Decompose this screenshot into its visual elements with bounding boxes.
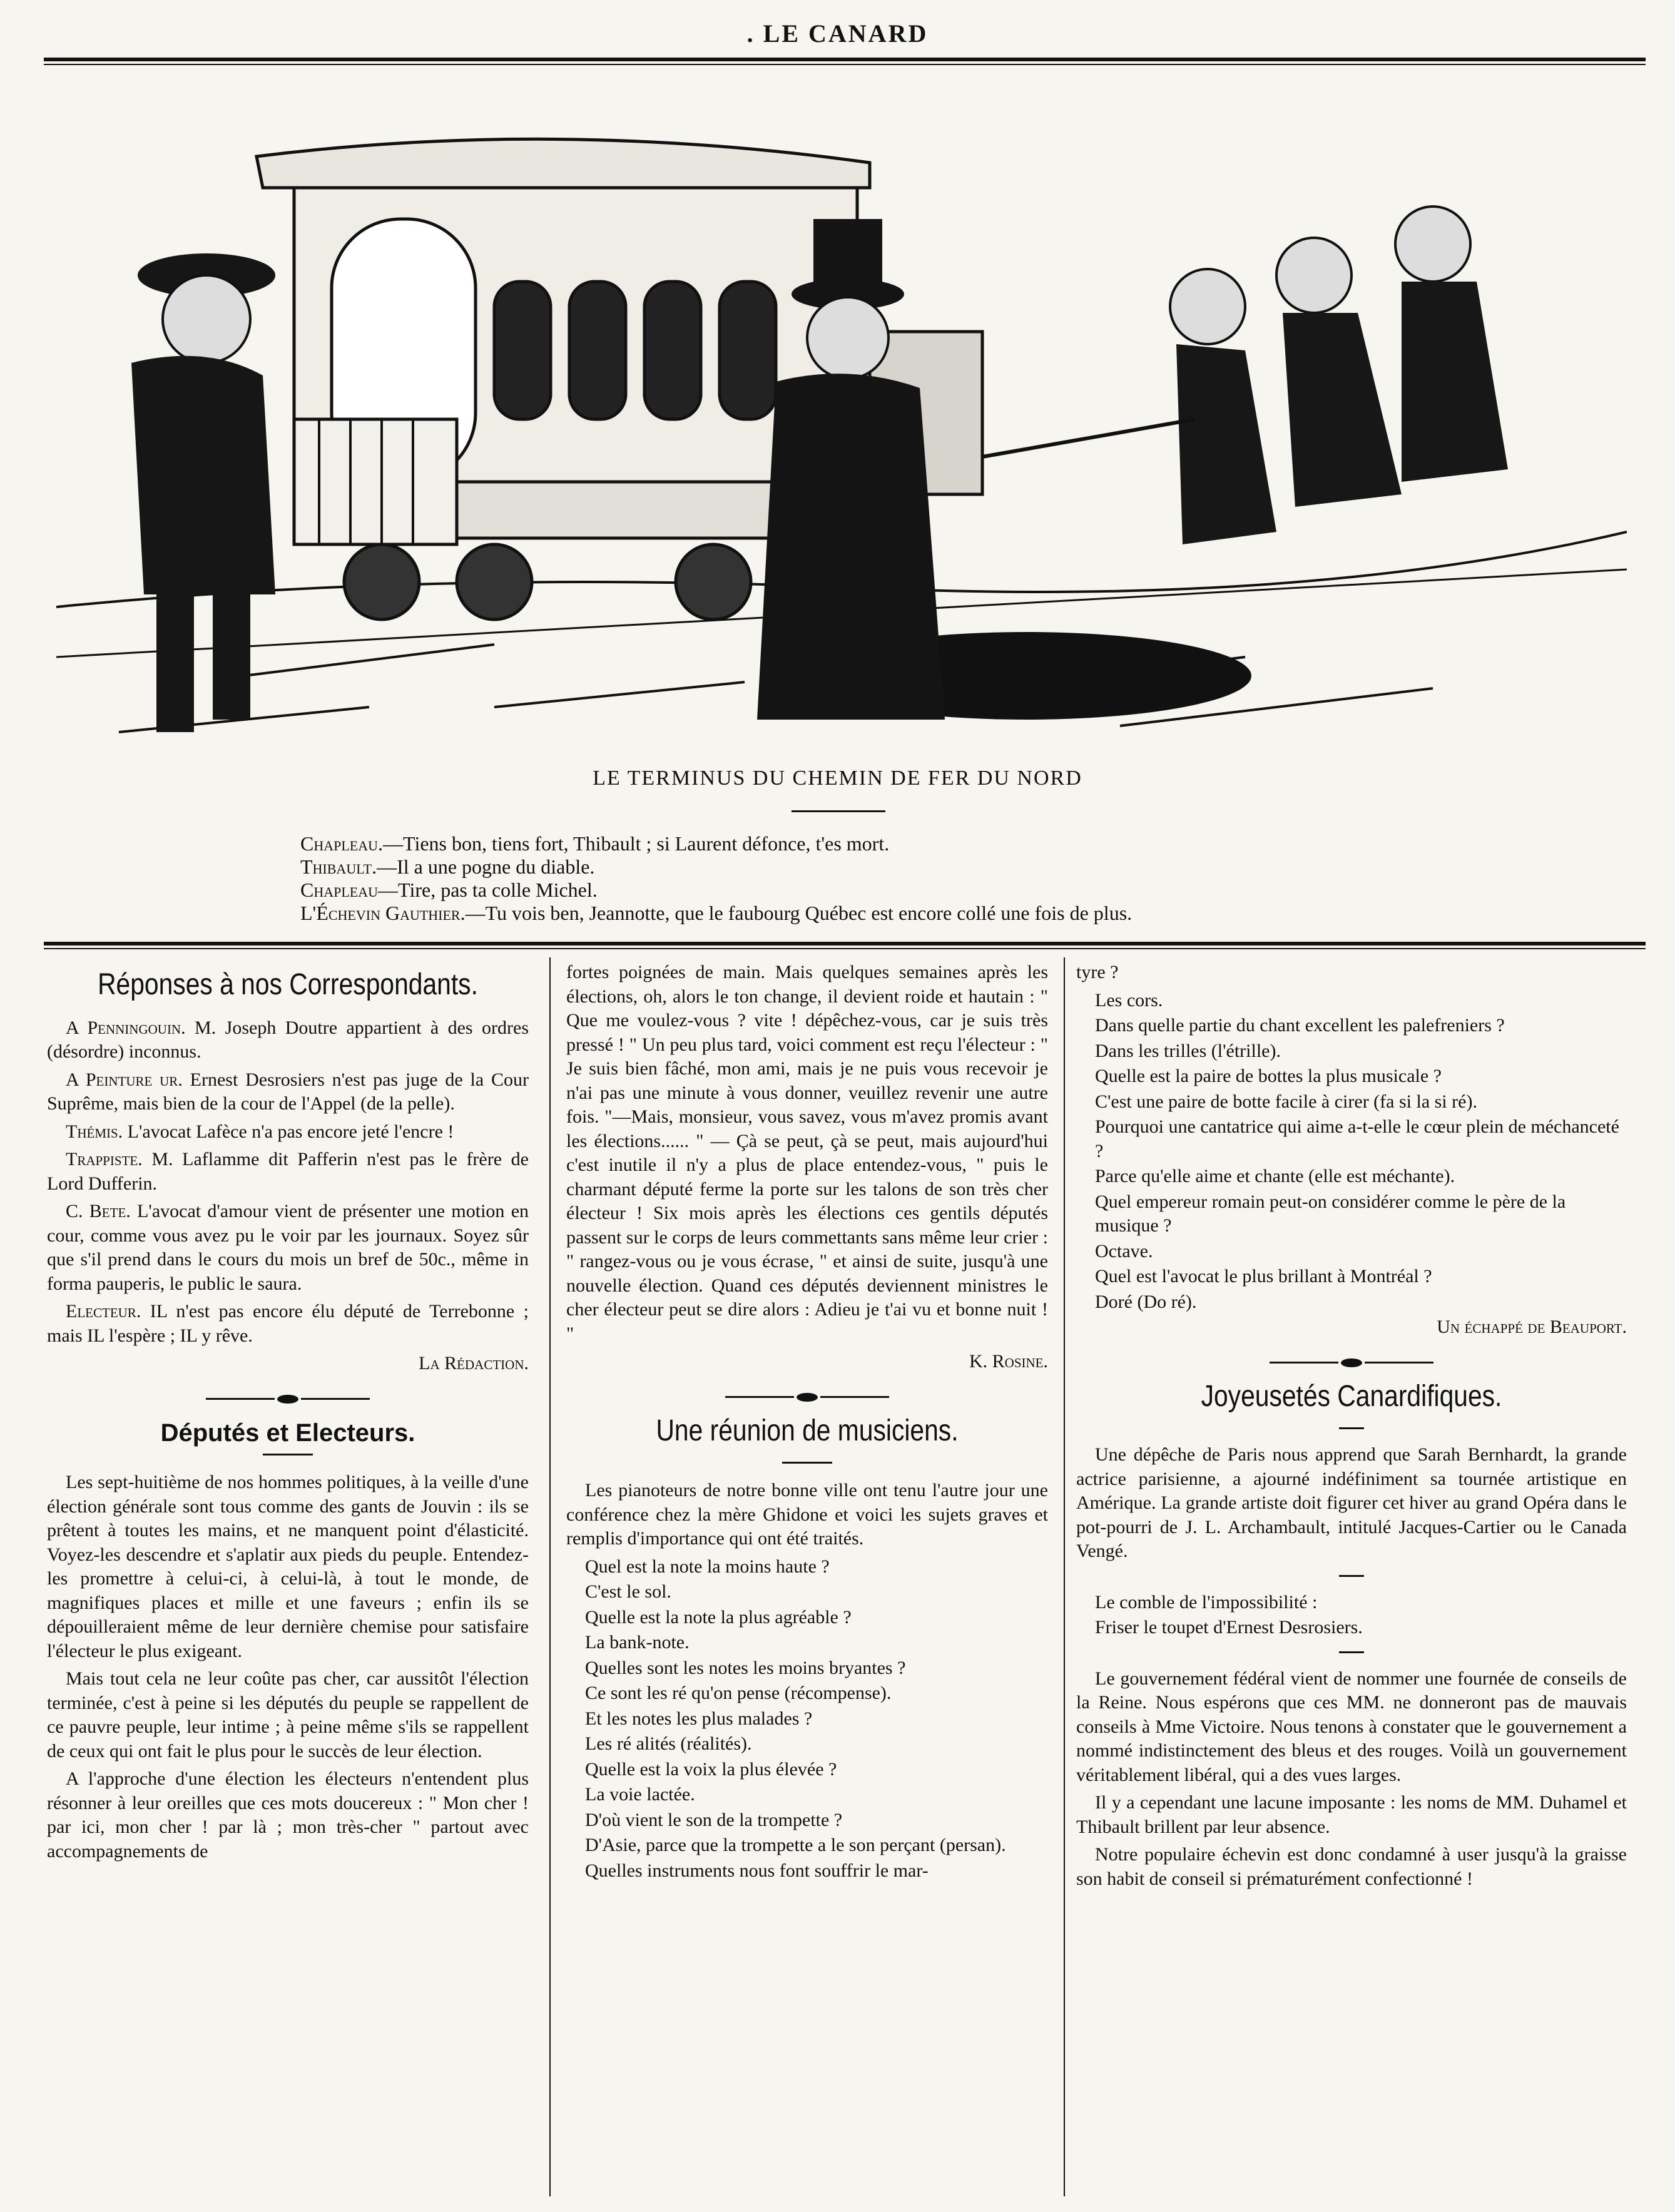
qa-line: Quelle est la paire de bottes la plus musicale ? [1095,1066,1442,1086]
answer: C. Bete. L'avocat d'amour vient de présenter une motion en cour, comme vous avez pu le voir par les journaux. Soyez sûr que s'il prend dans le cours du mois un bref de 50c., même in forma pauperis, le public le saura. [47,1201,529,1294]
qa-line: La bank-note. [585,1632,690,1653]
signature: K. Rosine. [969,1351,1048,1372]
paragraph: Mais tout cela ne leur coûte pas cher, car aussitôt l'élection terminée, c'est à peine si les députés du peuple se rappellent de ce pauvre peuple, leur intime ; à peine même s'ils se rappellent de ceux qui ont fait le plus pour le succès de leur élection. [47,1668,529,1761]
terminus-engraving [56,94,1627,751]
qa-line: Quelles instruments nous font souffrir le mar- [585,1860,929,1881]
dash-divider [1339,1651,1364,1653]
column-1 [47,961,529,2193]
caption-divider [792,810,885,812]
ornament-divider [566,1393,1048,1402]
qa-line: La voie lactée. [585,1784,695,1805]
masthead-rule-thin [44,64,1646,65]
paragraph: Le comble de l'impossibilité : [1095,1591,1318,1613]
qa-line: C'est une paire de botte facile à cirer (fa si la si ré). [1095,1091,1477,1112]
column-divider [1064,957,1065,2196]
qa-line: Dans quelle partie du chant excellent les palefreniers ? [1095,1015,1505,1036]
dash-divider [1339,1575,1364,1577]
column-3 [1076,961,1627,2193]
qa-line: Quelle est la note la plus agréable ? [585,1606,852,1628]
qa-line: Doré (Do ré). [1095,1291,1197,1312]
qa-line: Quelles sont les notes les moins bryantes ? [585,1657,906,1678]
qa-line: tyre ? [1076,962,1119,982]
qa-line: Les ré alités (réalités). [585,1733,752,1754]
qa-line: Les cors. [1095,989,1163,1011]
paragraph: Les sept-huitième de nos hommes politiques, à la veille d'une élection générale sont tous comme des gants de Jouvin : ils se prêtent à toutes les mains, et ne manquent point d'élasticité. Voyez-les descendre et s'aplatir aux pieds du peuple. Entendez-les promettre à celui-ci, à celui-là, à tout le monde, de magnifiques places et mille et une faveurs ; enfin ils se dépouilleraient même de leur dernière chemise pour satisfaire l'électeur le plus exigeant. [47,1472,529,1661]
qa-line: Quel est l'avocat le plus brillant à Montréal ? [1095,1266,1432,1287]
ornament-divider [47,1395,529,1404]
heading-dash [263,1454,313,1455]
paragraph: Une dépêche de Paris nous apprend que Sarah Bernhardt, la grande actrice parisienne, a ajourné indéfiniment sa tournée artistique en Amérique. La grande artiste doit figurer cet hiver au grand Opéra dans le pot-pourri de J. L. Archambault, intitulé Jacques-Cartier ou le Canada Vengé. [1076,1444,1627,1561]
qa-line: Octave. [1095,1240,1153,1261]
qa-line: Parce qu'elle aime et chante (elle est méchante). [1095,1166,1455,1186]
section-rule [44,942,1646,945]
answer: Electeur. IL n'est pas encore élu député de Terrebonne ; mais IL l'espère ; IL y rêve. [47,1301,529,1346]
paragraph: Friser le toupet d'Ernest Desrosiers. [1095,1617,1363,1638]
qa-line: Quel est la note la moins haute ? [585,1556,830,1577]
answer: A Penningouin. M. Joseph Doutre appartient à des ordres (désordre) inconnus. [47,1017,529,1062]
paragraph: Il y a cependant une lacune imposante : les noms de MM. Duhamel et Thibault brillent par leur absence. [1076,1792,1627,1837]
qa-line: D'Asie, parce que la trompette a le son perçant (persan). [585,1835,1006,1855]
signature: Un échappé de Beauport. [1437,1317,1627,1337]
heading-reunion: Une réunion de musiciens. [656,1414,959,1447]
heading-deputes: Députés et Electeurs. [160,1419,415,1447]
figures-pulling-rope [1170,206,1508,544]
answer: Trappiste. M. Laflamme dit Pafferin n'est pas le frère de Lord Dufferin. [47,1149,529,1194]
masthead: . LE CANARD [746,19,929,48]
dialogue-line: Chapleau—Tire, pas ta colle Michel. [300,879,598,901]
qa-line: Quelle est la voix la plus élevée ? [585,1758,837,1780]
paragraph: Le gouvernement fédéral vient de nommer une fournée de conseils de la Reine. Nous espérons que ces MM. ne donneront pas de mauvais conseils à Mme Victoire. Nous tenons à constater que le gouvernement a nommé indistinctement des bleus et des rouges. Voilà un gouvernement véritablement libéral, qui a des vues larges. [1076,1668,1627,1785]
heading-dash [1339,1427,1364,1429]
paragraph: A l'approche d'une élection les électeurs n'entendent plus résonner à leur oreilles que ces mots doucereux : " Mon cher ! par ici, mon cher ! par là ; mon très-cher " partout avec accompagnements de [47,1768,529,1862]
paragraph: Les pianoteurs de notre bonne ville ont tenu l'autre jour une conférence chez la mère Ghidone et voici les sujets graves et remplis d'importance qui ont été traités. [566,1480,1048,1549]
qa-line: C'est le sol. [585,1581,671,1602]
heading-reponses: Réponses à nos Correspondants. [98,968,478,1001]
heading-dash [782,1462,832,1464]
section-rule-thin [44,948,1646,949]
qa-line: Ce sont les ré qu'on pense (récompense). [585,1683,892,1703]
qa-line: Et les notes les plus malades ? [585,1708,813,1729]
answer: A Peinture ur. Ernest Desrosiers n'est pas juge de la Cour Suprême, mais bien de la cour de l'Appel (de la pelle). [47,1069,529,1114]
qa-line: D'où vient le son de la trompette ? [585,1809,843,1830]
ornament-divider [1076,1358,1627,1367]
dialogue-line: Thibault.—Il a une pogne du diable. [300,855,595,878]
column-2 [566,961,1048,2193]
illustration-caption: LE TERMINUS DU CHEMIN DE FER DU NORD [593,767,1082,790]
heading-joyeusetes: Joyeusetés Canardifiques. [1201,1379,1502,1413]
qa-line: Dans les trilles (l'étrille). [1095,1040,1281,1061]
signature: La Rédaction. [419,1353,529,1374]
rope [982,419,1195,457]
answer: Thémis. L'avocat Lafèce n'a pas encore jeté l'encre ! [66,1121,454,1142]
qa-line: Pourquoi une cantatrice qui aime a-t-elle le cœur plein de méchanceté ? [1095,1116,1619,1161]
qa-line: Quel empereur romain peut-on considérer comme le père de la musique ? [1095,1191,1566,1236]
dialogue-line: Chapleau.—Tiens bon, tiens fort, Thibault ; si Laurent défonce, t'es mort. [300,832,890,855]
dialogue-line: L'Échevin Gauthier.—Tu vois ben, Jeannotte, que le faubourg Québec est encore collé une fois de plus. [300,902,1133,924]
illustration-dialogue [300,832,1489,925]
paragraph: Notre populaire échevin est donc condamné à user jusqu'à la graisse son habit de conseil si prématurément confectionné ! [1076,1844,1627,1889]
figure-chapleau [131,253,275,732]
column-divider [549,957,551,2196]
paragraph: fortes poignées de main. Mais quelques semaines après les élections, oh, alors le ton change, il devient roide et hautain : " Que me voulez-vous ? vite ! dépêchez-vous, car je suis très pressé ! " Un peu plus tard, voici comment est reçu l'électeur : " Je suis bien fâché, mon ami, mais je ne puis vous recevoir je n'ai pas une minute à vous donner, veuillez revenir une autre fois. "—Mais, monsieur, vous savez, vous m'avez promis avant les élections...... " — Çà se peut, çà se peut, mais aujourd'hui c'est inutile il n'y a plus de place entendez-vous, " puis le charmant député ferme la porte sur les talons de son très cher électeur ! Six mois après les élections ces gentils députés passent sur le corps de leurs commettants sans même leur crier : " rangez-vous ou je vous écrase, " et ainsi de suite, jusqu'à une nouvelle élection. Quand ces députés deviennent ministres le cher électeur peut se dire alors : Adieu je t'ai vu et bonne nuit ! " [566,962,1048,1344]
masthead-rule [44,58,1646,61]
